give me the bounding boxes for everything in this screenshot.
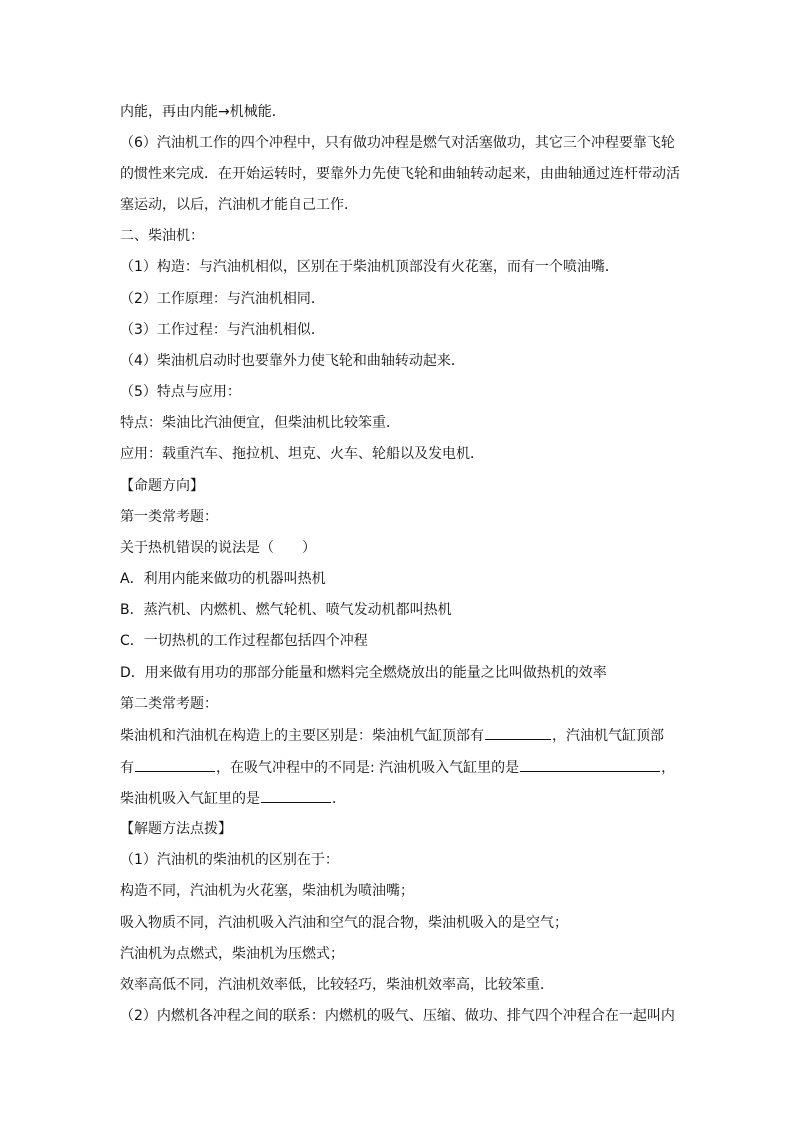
question-stem: 关于热机错误的说法是（ ） <box>120 540 316 556</box>
fill-text: ，汽油机气缸顶部 <box>552 728 664 744</box>
option-c: C．一切热机的工作过程都包括四个冲程 <box>120 633 368 649</box>
answer-blank[interactable] <box>261 788 331 803</box>
text-line: （2）内燃机各冲程之间的联系：内燃机的吸气、压缩、做功、排气四个冲程合在一起叫内 <box>120 1008 675 1024</box>
fill-text: ， <box>661 760 676 776</box>
text-line: 第二类常考题： <box>120 696 218 712</box>
text-line: 效率高低不同，汽油机效率低，比较轻巧，柴油机效率高，比较笨重． <box>120 977 554 993</box>
fill-text: ． <box>332 791 346 807</box>
section-heading: 【命题方向】 <box>120 478 204 494</box>
option-a: A．利用内能来做功的机器叫热机 <box>120 571 326 587</box>
text-line: 应用：载重汽车、拖拉机、坦克、火车、轮船以及发电机． <box>120 446 484 462</box>
text-line: 内能，再由内能→机械能． <box>120 104 286 120</box>
fill-line <box>120 788 346 809</box>
fill-line <box>120 757 675 778</box>
section-heading: 二、柴油机： <box>120 228 204 244</box>
fill-text: ，在吸气冲程中的不同是: 汽油机吸入气缸里的是 <box>216 760 520 776</box>
fill-text: 柴油机和汽油机在构造上的主要区别是：柴油机气缸顶部有 <box>120 728 484 744</box>
text-line: 构造不同，汽油机为火花塞，柴油机为喷油嘴； <box>120 883 414 899</box>
text-line: （3）工作过程：与汽油机相似． <box>120 322 325 338</box>
option-b: B．蒸汽机、内燃机、燃气轮机、喷气发动机都叫热机 <box>120 602 452 618</box>
answer-blank[interactable] <box>520 757 660 772</box>
fill-text: 柴油机吸入气缸里的是 <box>120 791 260 807</box>
text-line: （2）工作原理：与汽油机相同． <box>120 291 325 307</box>
section-heading: 【解题方法点拨】 <box>120 821 232 837</box>
text-line: （1）汽油机的柴油机的区别在于： <box>120 852 339 868</box>
option-d: D．用来做有用功的那部分能量和燃料完全燃烧放出的能量之比叫做热机的效率 <box>120 665 607 681</box>
text-line: 吸入物质不同，汽油机吸入汽油和空气的混合物，柴油机吸入的是空气； <box>120 915 568 931</box>
text-line: 的惯性来完成．在开始运转时，要靠外力先使飞轮和曲轴转动起来，由曲轴通过连杆带动活 <box>120 166 680 182</box>
fill-line <box>120 725 664 746</box>
text-line: （1）构造：与汽油机相似，区别在于柴油机顶部没有火花塞，而有一个喷油嘴． <box>120 259 619 275</box>
text-line: 第一类常考题： <box>120 509 218 525</box>
text-line: （6）汽油机工作的四个冲程中，只有做功冲程是燃气对活塞做功，其它三个冲程要靠飞轮 <box>120 135 675 151</box>
text-line: （5）特点与应用： <box>120 384 241 400</box>
answer-blank[interactable] <box>135 757 215 772</box>
fill-text: 有 <box>120 760 134 776</box>
text-line: 塞运动，以后，汽油机才能自己工作． <box>120 197 358 213</box>
text-line: （4）柴油机启动时也要靠外力使飞轮和曲轴转动起来． <box>120 353 465 369</box>
text-line: 特点：柴油比汽油便宜，但柴油机比较笨重． <box>120 415 400 431</box>
text-line: 汽油机为点燃式，柴油机为压燃式； <box>120 946 344 962</box>
answer-blank[interactable] <box>485 725 551 740</box>
